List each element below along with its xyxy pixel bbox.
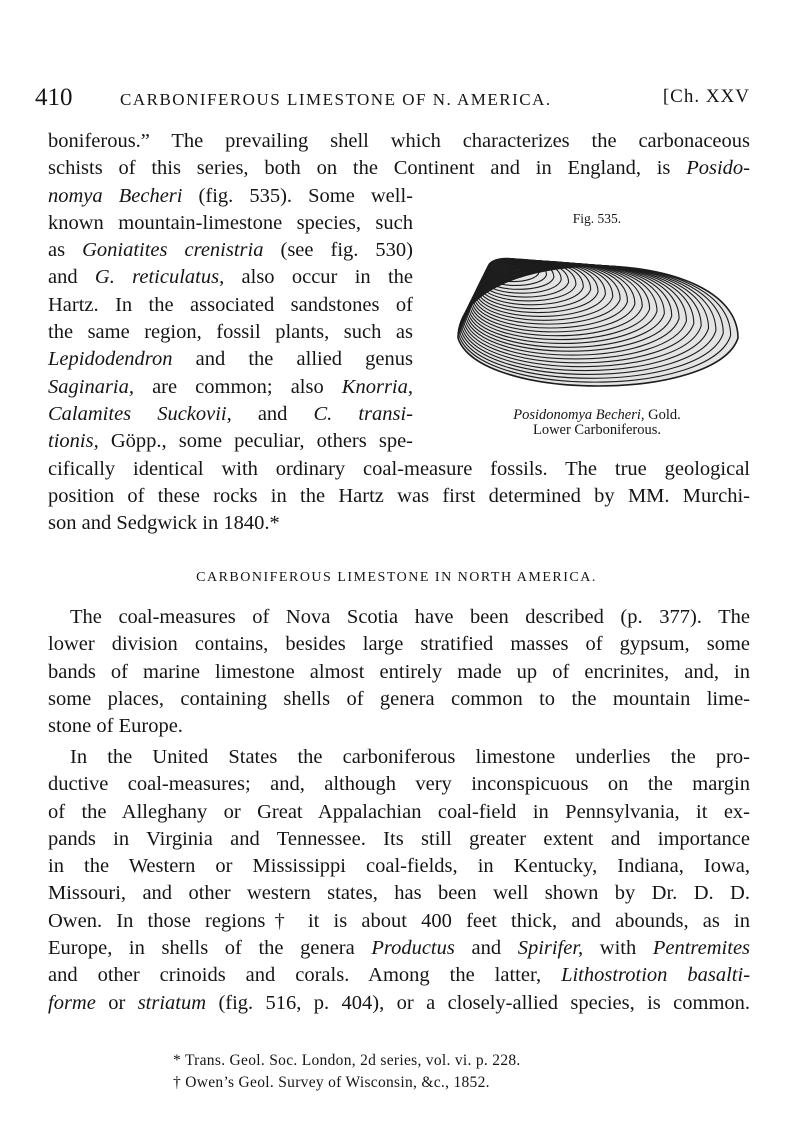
posidonomya-shell-illustration [448, 241, 748, 411]
text-line: ductive coal-measures; and, although very inconspicuous on the margin [48, 773, 750, 796]
text-line: schists of this series, both on the Continent and in England, is Posido- [48, 157, 750, 180]
text-line: Saginaria, are common; also Knorria, [48, 375, 413, 398]
text-line: Hartz. In the associated sandstones of [48, 293, 413, 316]
text-line: cifically identical with ordinary coal-measure fossils. The true geological [48, 457, 750, 480]
text-line: son and Sedgwick in 1840.* [48, 512, 280, 535]
section-heading: CARBONIFEROUS LIMESTONE IN NORTH AMERICA. [196, 570, 597, 585]
figure-535 [438, 203, 756, 443]
text-line: known mountain-limestone species, such [48, 211, 413, 234]
text-line: and G. reticulatus, also occur in the [48, 266, 413, 289]
footnote-2: † Owen’s Geol. Survey of Wisconsin, &c., 1852. [173, 1074, 490, 1091]
shell-growth-lines [458, 258, 738, 386]
text-line: In the United States the carboniferous limestone underlies the pro- [70, 746, 750, 768]
text-line: tionis, Göpp., some peculiar, others spe- [48, 430, 414, 453]
running-title: CARBONIFEROUS LIMESTONE OF N. AMERICA. [120, 90, 552, 109]
figure-label: Fig. 535. [572, 211, 622, 226]
text-line: The coal-measures of Nova Scotia have been described (p. 377). The [70, 606, 750, 628]
chapter-marker: [Ch. XXV [662, 86, 750, 107]
text-line: of the Alleghany or Great Appalachian coal-field in Pennsylvania, it ex- [48, 800, 750, 823]
wrapped-text-column [48, 183, 413, 456]
text-line: boniferous.” The prevailing shell which characterizes the carbonaceous [48, 130, 750, 152]
paragraph-united-states [48, 744, 750, 1017]
footnote-1: * Trans. Geol. Soc. London, 2d series, vol. vi. p. 228. [173, 1052, 521, 1069]
text-line: pands in Virginia and Tennessee. Its still greater extent and importance [48, 827, 750, 850]
text-line: position of these rocks in the Hartz was first determined by MM. Murchi- [48, 484, 750, 507]
figure-caption: Posidonomya Becheri, Gold. Lower Carboniferous. [513, 407, 681, 438]
page-number: 410 [35, 84, 73, 111]
text-line: in the Western or Mississippi coal-fields, in Kentucky, Indiana, Iowa, [48, 855, 750, 878]
text-line: Owen. In those regions† it is about 400 feet thick, and abounds, as in [48, 909, 750, 932]
text-line: and other crinoids and corals. Among the latter, Lithostrotion basalti- [48, 964, 751, 987]
text-line: the same region, fossil plants, such as [48, 321, 413, 344]
text-line: nomya Becheri (fig. 535). Some well- [48, 184, 413, 207]
text-line: Europe, in shells of the genera Productus and Spirifer, with Pentremites [48, 937, 751, 960]
text-line: Lepidodendron and the allied genus [48, 348, 413, 371]
text-line: as Goniatites crenistria (see fig. 530) [48, 239, 414, 262]
text-line: forme or striatum (fig. 516, p. 404), or a closely-allied species, is common. [48, 991, 751, 1014]
text-line: Missouri, and other western states, has been well shown by Dr. D. D. [48, 882, 750, 905]
text-line: stone of Europe. [48, 715, 183, 738]
running-header [35, 84, 750, 114]
paragraph-nova-scotia [48, 604, 750, 740]
text-line: Calamites Suckovii, and C. transi- [48, 402, 413, 425]
text-line: some places, containing shells of genera common to the mountain lime- [48, 687, 750, 710]
text-line: lower division contains, besides large stratified masses of gypsum, some [48, 633, 750, 656]
text-line: bands of marine limestone almost entirely made up of encrinites, and, in [48, 660, 750, 683]
